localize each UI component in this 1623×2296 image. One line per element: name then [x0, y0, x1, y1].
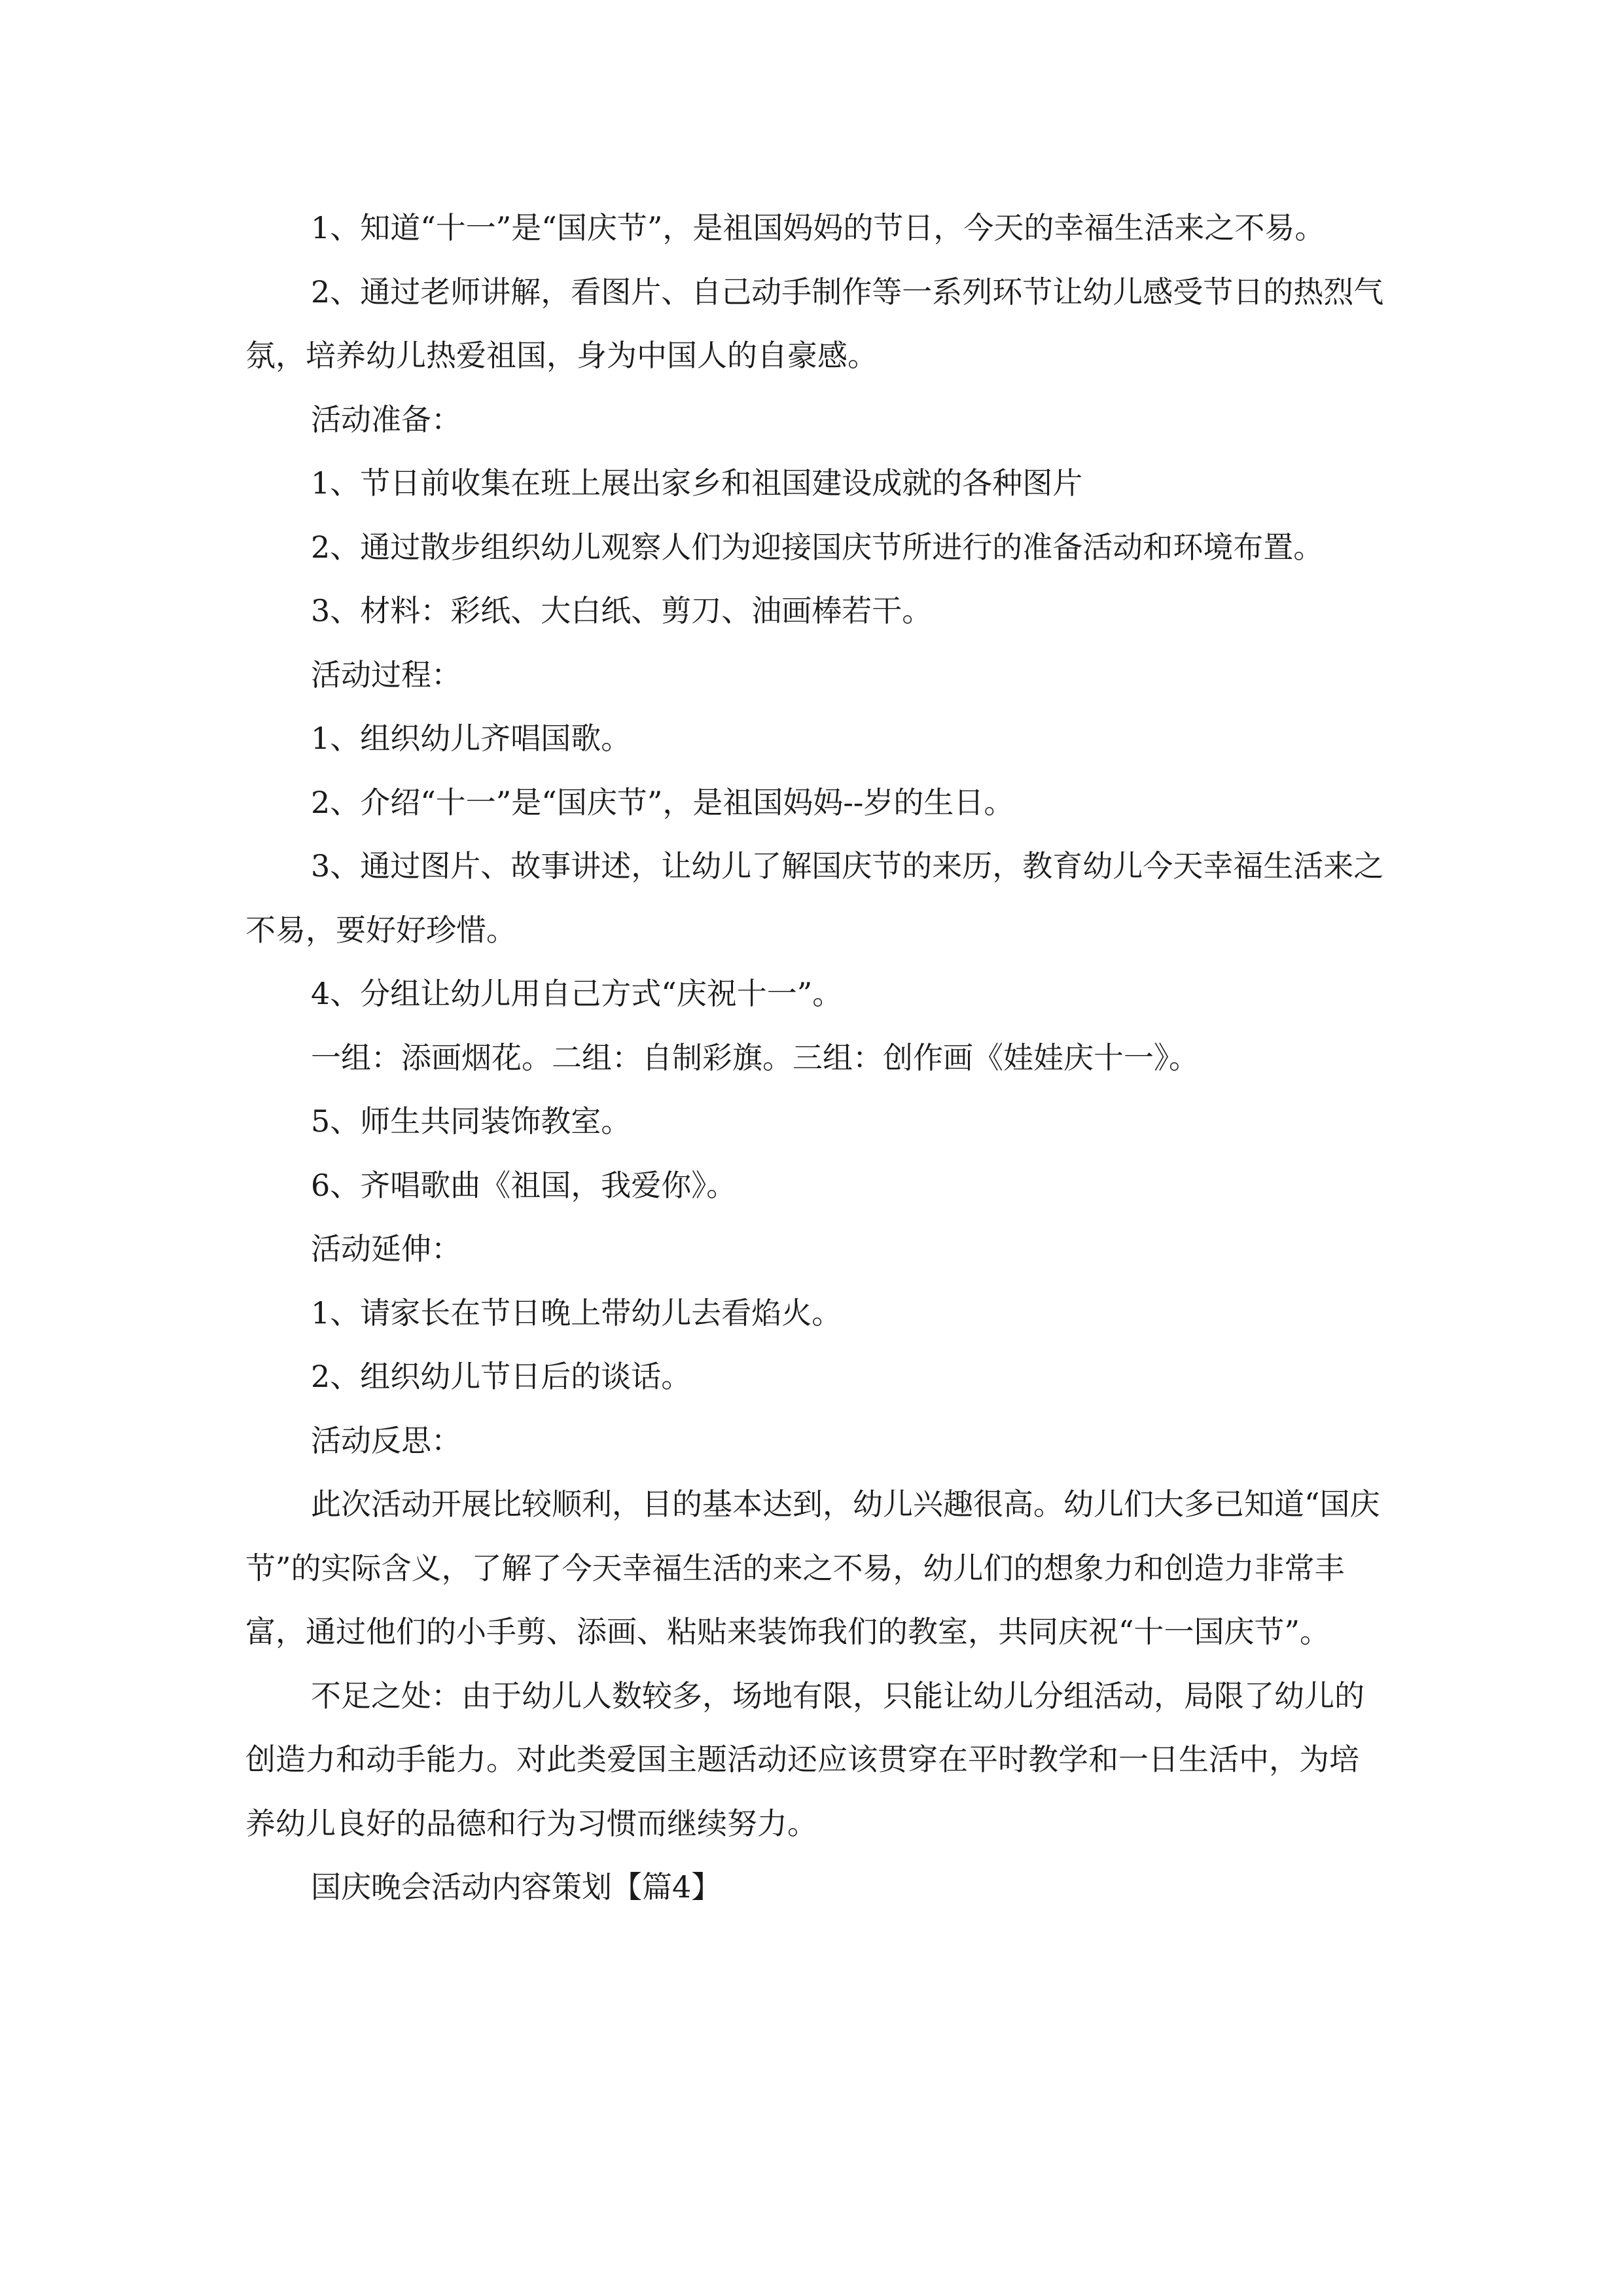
preparation-item-3: 3、材料：彩纸、大白纸、剪刀、油画棒若干。 — [311, 593, 933, 628]
section-heading-reflection: 活动反思： — [311, 1422, 461, 1458]
extension-item-2: 2、组织幼儿节日后的谈话。 — [311, 1359, 692, 1394]
process-item-4-groups: 一组：添画烟花。二组：自制彩旗。三组：创作画《娃娃庆十一》。 — [311, 1039, 1199, 1075]
section-heading-extension: 活动延伸： — [311, 1231, 461, 1266]
section-heading-preparation: 活动准备： — [311, 401, 461, 437]
preparation-item-2: 2、通过散步组织幼儿观察人们为迎接国庆节所进行的准备活动和环境布置。 — [311, 529, 1324, 565]
next-section-title: 国庆晚会活动内容策划【篇4】 — [311, 1869, 722, 1905]
goal-item-2: 2、通过老师讲解，看图片、自己动手制作等一系列环节让幼儿感受节日的热烈气氛，培养幼儿热爱祖国，身为中国人的自豪感。 — [245, 274, 1384, 373]
process-item-5: 5、师生共同装饰教室。 — [311, 1103, 632, 1139]
shortcoming-paragraph: 不足之处：由于幼儿人数较多，场地有限，只能让幼儿分组活动，局限了幼儿的创造力和动手能力。对此类爱国主题活动还应该贯穿在平时教学和一日生活中，为培养幼儿良好的品德和行为习惯而继续努力。 — [245, 1677, 1364, 1841]
process-item-6: 6、齐唱歌曲《祖国，我爱你》。 — [311, 1167, 737, 1203]
document-body — [245, 196, 1384, 1920]
process-item-4: 4、分组让幼儿用自己方式“庆祝十一”。 — [311, 976, 843, 1011]
preparation-item-1: 1、节日前收集在班上展出家乡和祖国建设成就的各种图片 — [311, 465, 1083, 501]
section-heading-process: 活动过程： — [311, 656, 461, 692]
process-item-3: 3、通过图片、故事讲述，让幼儿了解国庆节的来历，教育幼儿今天幸福生活来之不易，要好好珍惜。 — [245, 848, 1384, 948]
goal-item-1: 1、知道“十一”是“国庆节”，是祖国妈妈的节日，今天的幸福生活来之不易。 — [311, 210, 1325, 245]
extension-item-1: 1、请家长在节日晚上带幼儿去看焰火。 — [311, 1295, 842, 1331]
process-item-1: 1、组织幼儿齐唱国歌。 — [311, 721, 632, 756]
process-item-2: 2、介绍“十一”是“国庆节”，是祖国妈妈--岁的生日。 — [311, 784, 1014, 820]
reflection-paragraph: 此次活动开展比较顺利，目的基本达到，幼儿兴趣很高。幼儿们大多已知道“国庆节”的实际含义，了解了今天幸福生活的来之不易，幼儿们的想象力和创造力非常丰富，通过他们的小手剪、添画、粘贴来装饰我们的教室，共同庆祝“十一国庆节”。 — [245, 1486, 1380, 1649]
